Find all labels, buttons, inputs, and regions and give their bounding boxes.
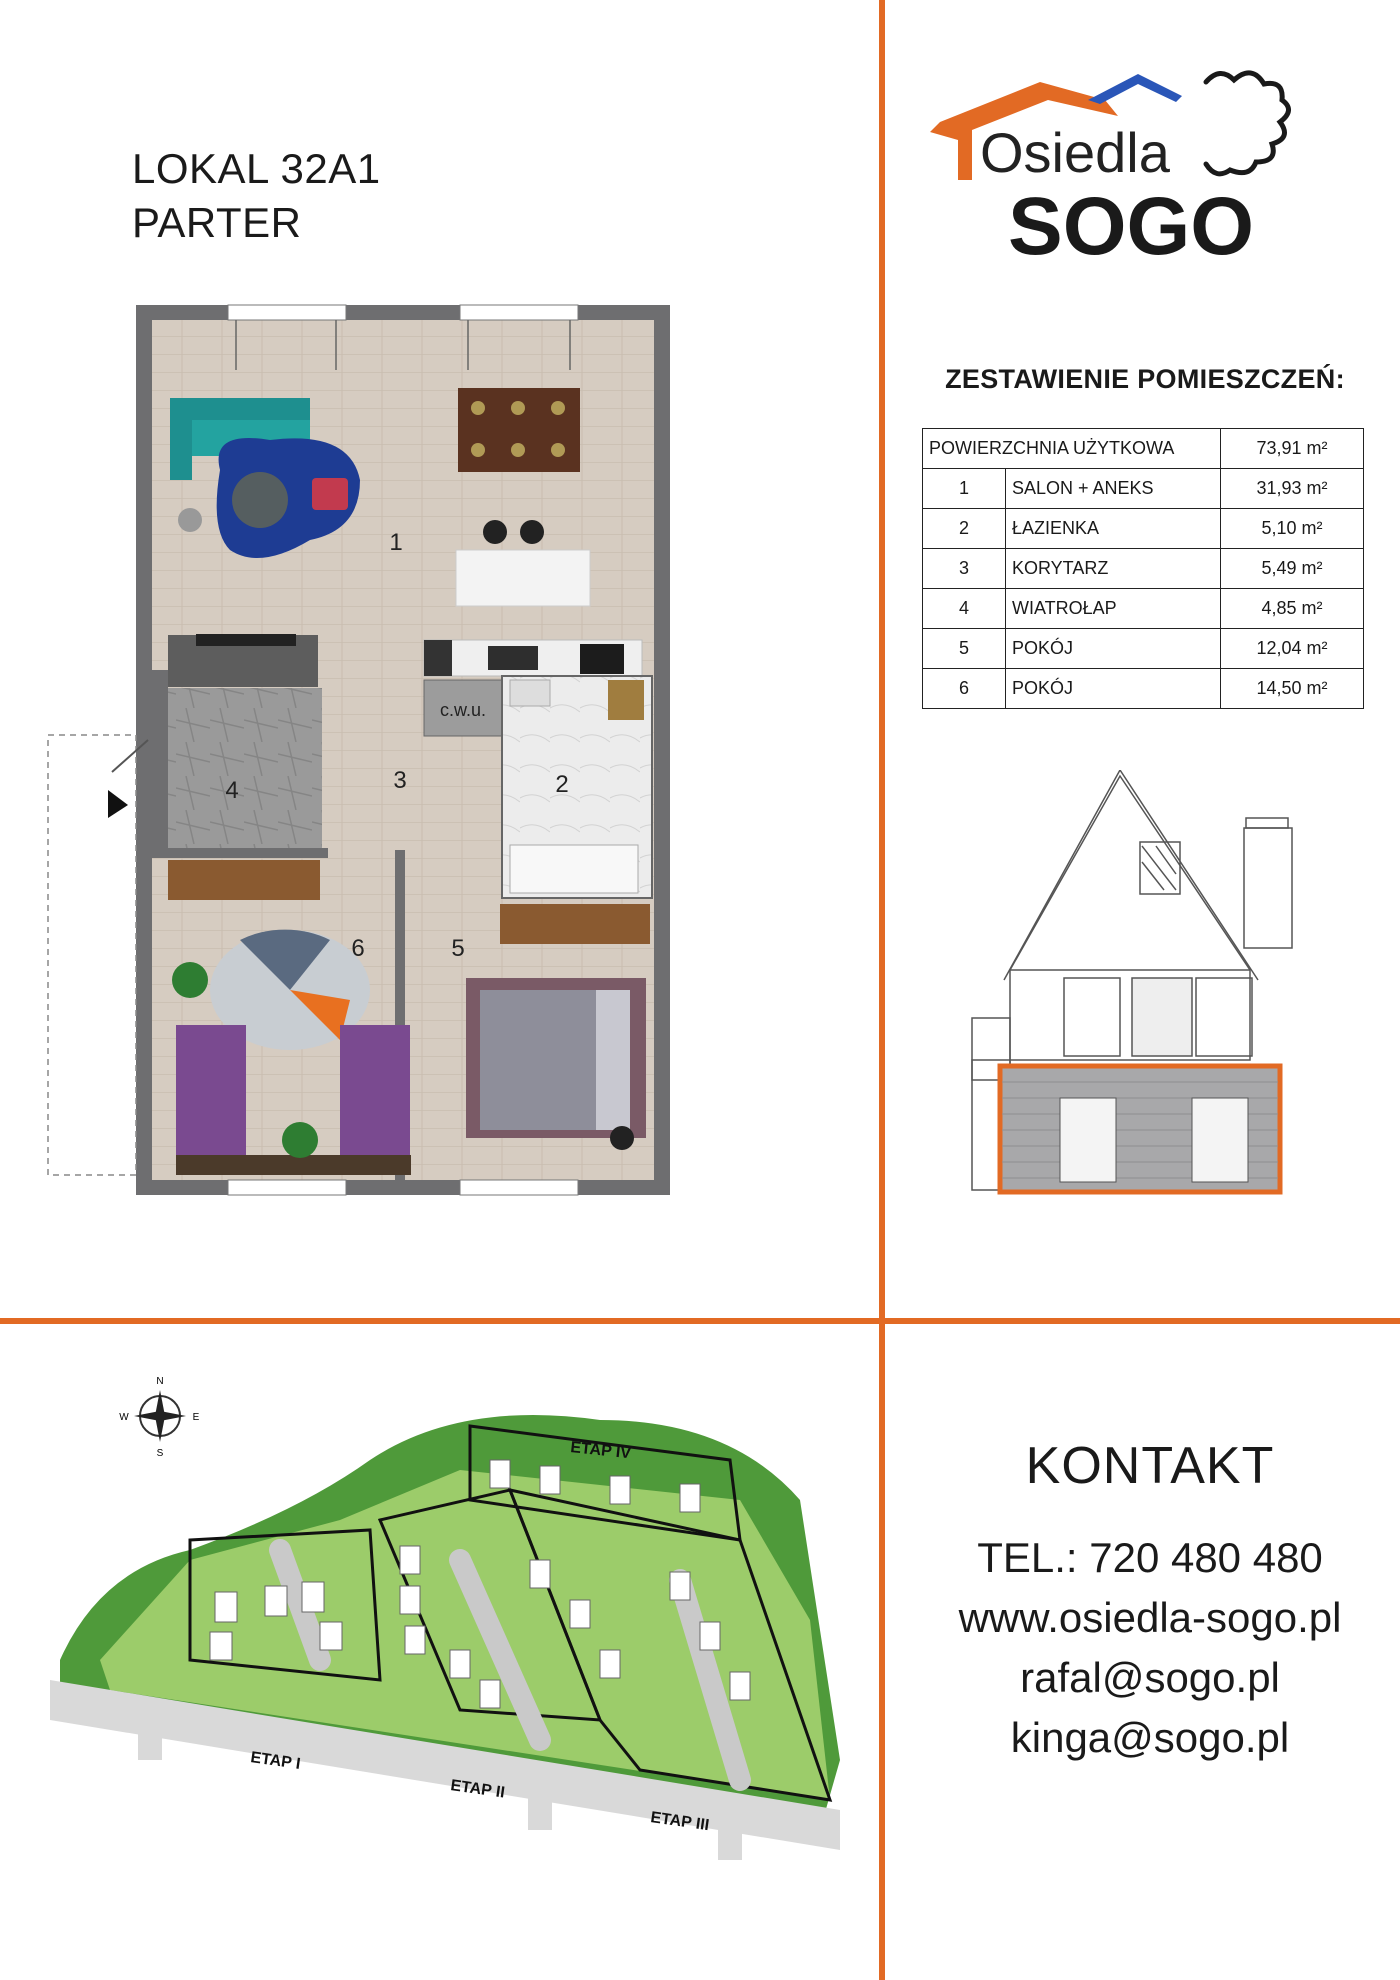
compass-s: S bbox=[156, 1448, 164, 1459]
vertical-divider bbox=[879, 0, 885, 1980]
room-area: 14,50 m² bbox=[1221, 669, 1364, 709]
room-label-4: 4 bbox=[225, 777, 239, 804]
room-area: 5,10 m² bbox=[1221, 509, 1364, 549]
room-label-6: 6 bbox=[351, 935, 365, 962]
compass-e: E bbox=[192, 1412, 200, 1423]
table-row bbox=[923, 589, 1364, 629]
compass-icon bbox=[119, 1376, 199, 1459]
room-name: POKÓJ bbox=[1006, 669, 1221, 709]
total-area: 73,91 m² bbox=[1221, 429, 1364, 469]
unit-name: LOKAL 32A1 bbox=[132, 145, 381, 192]
room-label-1: 1 bbox=[389, 529, 403, 556]
brand-logo bbox=[920, 60, 1370, 300]
logo-line2: SOGO bbox=[1008, 181, 1255, 272]
horizontal-divider bbox=[0, 1318, 1400, 1324]
contact-email-2[interactable]: kinga@sogo.pl bbox=[1010, 1714, 1290, 1761]
site-map bbox=[40, 1360, 860, 1960]
room-name: SALON + ANEKS bbox=[1006, 469, 1221, 509]
contact-title: KONTAKT bbox=[1025, 1437, 1275, 1495]
table-row bbox=[923, 629, 1364, 669]
room-num: 4 bbox=[923, 589, 1006, 629]
room-area: 5,49 m² bbox=[1221, 549, 1364, 589]
table-row bbox=[923, 509, 1364, 549]
room-name: POKÓJ bbox=[1006, 629, 1221, 669]
table-row bbox=[923, 549, 1364, 589]
room-name: WIATROŁAP bbox=[1006, 589, 1221, 629]
compass-n: N bbox=[156, 1376, 164, 1387]
compass-w: W bbox=[119, 1412, 129, 1423]
unit-title bbox=[132, 142, 381, 250]
room-name: ŁAZIENKA bbox=[1006, 509, 1221, 549]
stage-label-4: ETAP IV bbox=[569, 1439, 632, 1463]
floor-plan bbox=[40, 300, 680, 1200]
room-area: 31,93 m² bbox=[1221, 469, 1364, 509]
room-num: 2 bbox=[923, 509, 1006, 549]
room-name: KORYTARZ bbox=[1006, 549, 1221, 589]
contact-phone[interactable]: TEL.: 720 480 480 bbox=[977, 1534, 1323, 1581]
room-label-2: 2 bbox=[555, 771, 569, 798]
logo-tree-icon bbox=[1206, 73, 1289, 174]
logo-line1: Osiedla bbox=[980, 121, 1170, 184]
room-label-5: 5 bbox=[451, 935, 465, 962]
room-num: 3 bbox=[923, 549, 1006, 589]
stage-label-3: ETAP III bbox=[649, 1809, 711, 1835]
rooms-table bbox=[922, 428, 1364, 709]
unit-floor: PARTER bbox=[132, 199, 302, 246]
table-row bbox=[923, 469, 1364, 509]
contact-email-1[interactable]: rafal@sogo.pl bbox=[1020, 1654, 1280, 1701]
room-area: 4,85 m² bbox=[1221, 589, 1364, 629]
stage-label-1: ETAP I bbox=[249, 1749, 302, 1773]
table-row-total bbox=[923, 429, 1364, 469]
total-label: POWIERZCHNIA UŻYTKOWA bbox=[923, 429, 1221, 469]
room-num: 1 bbox=[923, 469, 1006, 509]
house-elevation-drawing bbox=[960, 770, 1340, 1210]
logo-roof-blue-icon bbox=[1088, 74, 1182, 104]
table-row bbox=[923, 669, 1364, 709]
summary-title: ZESTAWIENIE POMIESZCZEŃ: bbox=[945, 364, 1345, 394]
room-label-3: 3 bbox=[393, 767, 407, 794]
room-num: 6 bbox=[923, 669, 1006, 709]
boiler-label: c.w.u. bbox=[439, 700, 487, 720]
room-num: 5 bbox=[923, 629, 1006, 669]
room-area: 12,04 m² bbox=[1221, 629, 1364, 669]
contact-website[interactable]: www.osiedla-sogo.pl bbox=[958, 1594, 1342, 1641]
stage-label-2: ETAP II bbox=[449, 1777, 506, 1802]
